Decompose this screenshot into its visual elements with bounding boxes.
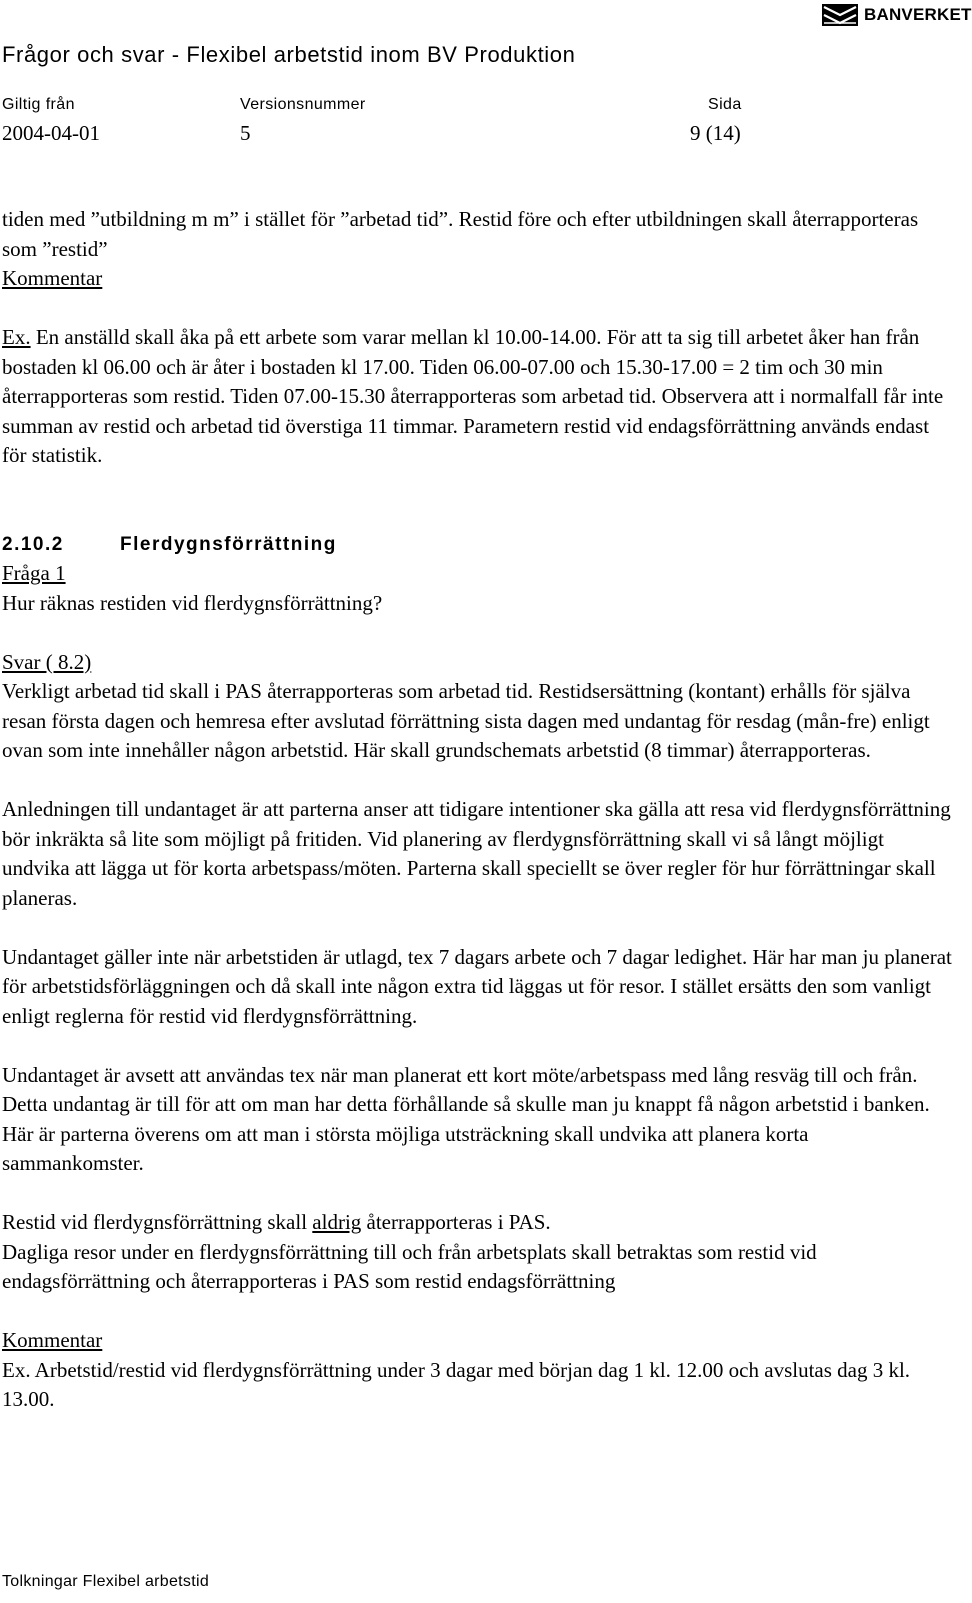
valid-from-label: Giltig från: [2, 96, 75, 113]
question-heading: Fråga 1: [2, 561, 66, 585]
comment-heading: Kommentar: [2, 266, 103, 290]
paragraph-intro: tiden med ”utbildning m m” i stället för ”arbetad tid”. Restid före och efter utbildningen skall återrapporteras som ”restid”: [2, 207, 919, 261]
paragraph-exception-purpose: Undantaget är avsett att användas tex när man planerat ett kort möte/arbetspass med lång resväg till och från. Detta undantag är till för att om man har detta förhållande så skulle man ju knappt få någon arbetstid i banken. Här är parterna överens om att man i största möjliga utsträckning skall undvika att planera korta sammankomster.: [2, 1062, 930, 1175]
valid-from-value: 2004-04-01: [2, 121, 100, 145]
example-text: En anställd skall åka på ett arbete som varar mellan kl 10.00-14.00. För att ta sig till arbetet åker han från bostaden kl 06.00 och är åter i bostaden kl 17.00. Tiden 06.00-07.00 och 15.30-17.00 = 2 tim och 30 min återrapporteras som restid. Tiden 07.00-15.30 återrapporteras som arbetad tid. Observera att i normalfall får inte summan av restid och arbetad tid överstiga 11 timmar. Parametern restid vid endagsförrättning används endast för statistik.: [2, 325, 944, 467]
section-title: Flerdygnsförrättning: [120, 533, 337, 555]
paragraph-daily-travel: Dagliga resor under en flerdygnsförrättning till och från arbetsplats skall betraktas som restid vid endagsförrättning och återrapporteras i PAS som restid endagsförrättning: [2, 1239, 817, 1293]
answer-heading: Svar ( 8.2): [2, 649, 92, 674]
never-report-text-pre: Restid vid flerdygnsförrättning skall: [2, 1210, 313, 1234]
banverket-emblem-icon: [822, 4, 858, 26]
never-report-text-post: återrapporteras i PAS.: [361, 1210, 551, 1234]
document-body: [2, 205, 952, 1415]
example-paragraph: [2, 323, 952, 471]
version-label: Versionsnummer: [240, 96, 366, 113]
section-heading: [2, 530, 952, 560]
answer-text: Verkligt arbetad tid skall i PAS återrapporteras som arbetad tid. Restidsersättning (kontant) erhålls för själva resan första dagen och hemresa efter avslutad förrättning sista dagen med undantag för resdag (mån-fre) enligt ovan som inte innehåller någon arbetstid. Här skall grundschemats arbetstid (8 timmar) återrapporteras.: [2, 679, 930, 762]
version-value: 5: [240, 121, 251, 145]
paragraph-exception-scope: Undantaget gäller inte när arbetstiden är utlagd, tex 7 dagars arbete och 7 dagar ledighet. Här har man ju planerat för arbetstidsförläggningen och då skall inte någon extra tid läggas ut för resor. I stället ersätts den som vanligt enligt reglerna för restid vid flerdygnsförrättning.: [2, 944, 952, 1028]
page-label: Sida: [708, 96, 742, 113]
document-title: Frågor och svar - Flexibel arbetstid inom BV Produktion: [2, 42, 576, 67]
page-value: 9 (14): [690, 121, 741, 145]
paragraph-never-report: [2, 1208, 952, 1238]
footer-text: Tolkningar Flexibel arbetstid: [2, 1573, 210, 1590]
section-number: 2.10.2: [2, 533, 64, 555]
paragraph-rationale: Anledningen till undantaget är att parterna anser att tidigare intentioner ska gälla att resa vid flerdygnsförrättning bör inkräkta så lite som möjligt på fritiden. Vid planering av flerdygnsförrättning skall vi så långt möjligt undvika att lägga ut för korta arbetspass/möten. Parterna skall speciellt se över regler för hur förrättningar skall planeras.: [2, 797, 951, 910]
logo-text: BANVERKET: [864, 5, 972, 24]
banverket-logo: [822, 4, 972, 26]
question-text: Hur räknas restiden vid flerdygnsförrättning?: [2, 590, 383, 615]
never-report-emphasis: aldrig: [312, 1210, 362, 1234]
example-label: Ex.: [2, 325, 31, 349]
comment-heading-2: Kommentar: [2, 1328, 103, 1352]
example-paragraph-2: Ex. Arbetstid/restid vid flerdygnsförrättning under 3 dagar med början dag 1 kl. 12.00 och avslutas dag 3 kl. 13.00.: [2, 1357, 911, 1411]
